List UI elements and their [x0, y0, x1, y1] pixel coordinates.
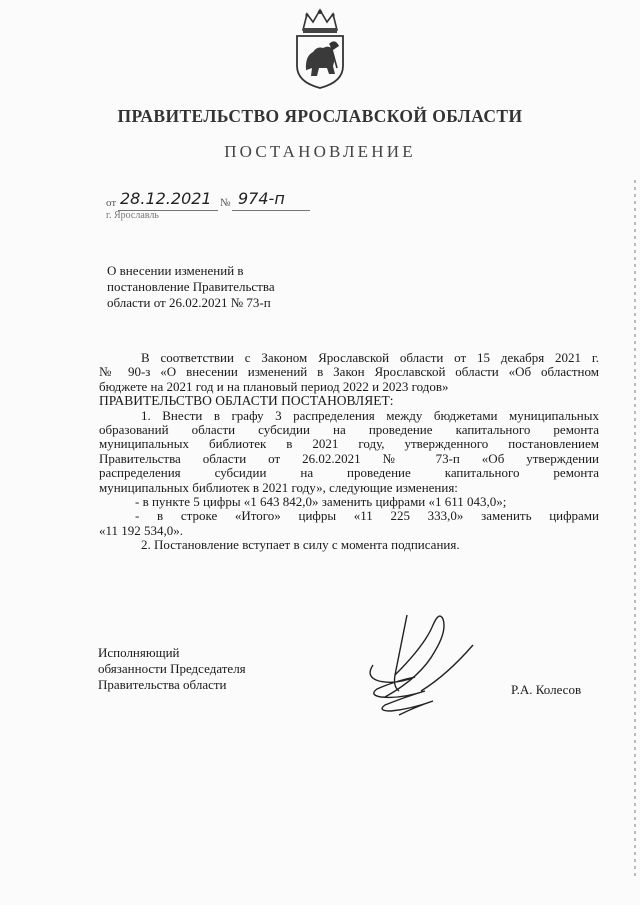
date-prefix: от — [106, 197, 117, 209]
signer-title-line: обязанности Председателя — [98, 661, 246, 676]
government-title: ПРАВИТЕЛЬСТВО ЯРОСЛАВСКОЙ ОБЛАСТИ — [117, 106, 523, 126]
subject-block — [107, 263, 347, 311]
item1-line: Правительства области от 26.02.2021 № 73-п «Об утверждении — [99, 450, 599, 466]
number-sign: № — [220, 197, 231, 209]
item1-line: образований области субсидии на проведение капитального ремонта — [99, 422, 599, 438]
city-label: г. Ярославль — [106, 210, 159, 221]
item1-line: муниципальных библиотек в 2021 году, утвержденного постановлением — [99, 436, 599, 452]
preamble-line: бюджете на 2021 год и на плановый период 2022 и 2023 годов» — [99, 378, 449, 394]
item1-line: 1. Внести в графу 3 распределения между бюджетами муниципальных — [141, 407, 599, 423]
change-line: - в строке «Итого» цифры «11 225 333,0» заменить цифрами — [135, 508, 599, 524]
subject-line: области от 26.02.2021 № 73-п — [107, 295, 271, 310]
signer-title-line: Исполняющий — [98, 645, 180, 660]
scan-edge — [634, 180, 636, 880]
signer-name: Р.А. Колесов — [511, 682, 582, 697]
item1-line: распределения субсидии на проведение капитального ремонта — [99, 465, 599, 481]
item1-line: муниципальных библиотек в 2021 году», следующие изменения: — [99, 479, 458, 495]
subject-line: постановление Правительства — [107, 279, 275, 294]
change-line: - в пункте 5 цифры «1 643 842,0» заменить цифрами «1 611 043,0»; — [135, 494, 507, 510]
handwritten-date: 28.12.2021 — [120, 189, 212, 208]
handwritten-signature — [355, 605, 485, 720]
coat-of-arms-emblem — [289, 8, 351, 90]
handwritten-number: 974-п — [238, 189, 285, 208]
preamble-line: В соответствии с Законом Ярославской области от 15 декабря 2021 г. — [141, 350, 599, 365]
subject-line: О внесении изменений в — [107, 263, 244, 278]
number-underline — [232, 210, 310, 211]
item2-line: 2. Постановление вступает в силу с момента подписания. — [141, 537, 460, 553]
preamble-line: № 90-з «О внесении изменений в Закон Ярославской области «Об областном — [99, 364, 599, 380]
signer-title — [98, 645, 318, 693]
change-line: «11 192 534,0». — [99, 522, 184, 538]
resolution-heading: ПРАВИТЕЛЬСТВО ОБЛАСТИ ПОСТАНОВЛЯЕТ: — [99, 393, 394, 409]
document-body — [99, 351, 599, 553]
document-type: ПОСТАНОВЛЕНИЕ — [224, 142, 416, 161]
signer-title-line: Правительства области — [98, 677, 227, 692]
